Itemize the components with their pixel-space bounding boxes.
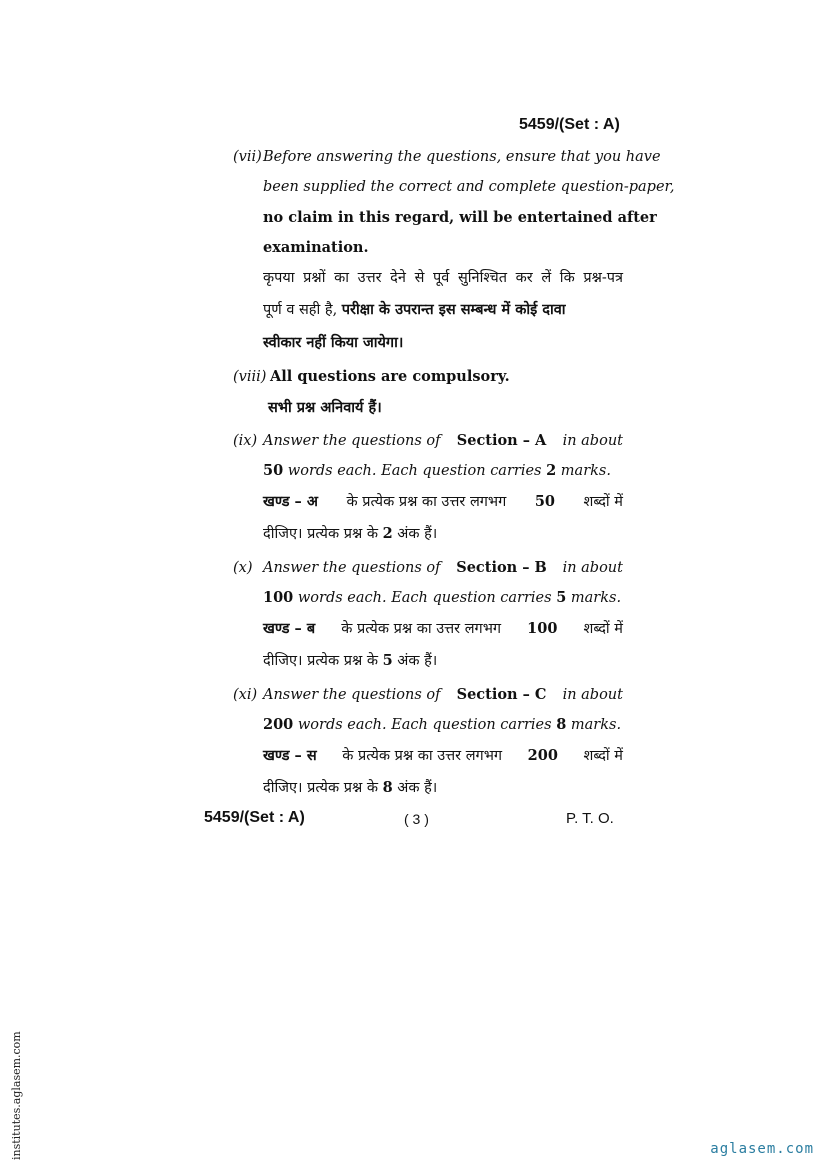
x-en-b: in about <box>562 560 623 576</box>
ix-en-b: in about <box>562 433 623 449</box>
vii-hi-line-1: कृपया प्रश्नों का उत्तर देने से पूर्व सुनिश्चित कर लें कि प्रश्न-पत्र <box>263 270 623 286</box>
x-hi-line-2 <box>263 651 623 671</box>
item-number-xi: (xi) <box>233 687 258 703</box>
vii-en-line-1: Before answering the questions, ensure that you have <box>263 149 661 165</box>
ix-hi-a: के प्रत्येक प्रश्न का उत्तर लगभग <box>346 494 507 510</box>
xi-marks: 8 <box>556 716 567 733</box>
ix-hi-section: खण्ड – अ <box>263 493 318 510</box>
xi-en-d: marks. <box>570 717 622 733</box>
ix-en-a: Answer the questions of <box>263 433 441 449</box>
x-hi-marks: 5 <box>382 652 393 669</box>
item-number-x: (x) <box>233 560 253 576</box>
xi-en-line-1 <box>263 685 623 705</box>
x-words: 100 <box>263 589 294 606</box>
x-hi-section: खण्ड – ब <box>263 620 316 637</box>
x-en-d: marks. <box>570 590 622 606</box>
xi-en-b: in about <box>562 687 623 703</box>
ix-hi-line-2 <box>263 524 623 544</box>
vii-hi-line-2a: पूर्ण व सही है, <box>263 302 338 318</box>
item-number-viii: (viii) <box>233 369 267 385</box>
ix-en-c: words each. Each question carries <box>287 463 542 479</box>
ix-hi-line-1 <box>263 492 623 512</box>
xi-section: Section – C <box>456 686 547 703</box>
xi-hi-marks: 8 <box>382 779 393 796</box>
xi-hi-line-2 <box>263 778 623 798</box>
xi-en-a: Answer the questions of <box>263 687 441 703</box>
vii-en-line-2: been supplied the correct and complete question-paper, <box>263 179 675 195</box>
item-number-vii: (vii) <box>233 149 262 165</box>
xi-hi-d: अंक हैं। <box>397 780 438 796</box>
x-hi-a: के प्रत्येक प्रश्न का उत्तर लगभग <box>341 621 502 637</box>
x-hi-d: अंक हैं। <box>397 653 438 669</box>
viii-hi: सभी प्रश्न अनिवार्य हैं। <box>268 399 382 416</box>
ix-hi-b: शब्दों में <box>583 494 623 510</box>
vii-hi-line-2b: परीक्षा के उपरान्त इस सम्बन्ध में कोई दावा <box>341 301 566 318</box>
x-hi-b: शब्दों में <box>583 621 623 637</box>
x-en-line-2 <box>263 588 623 608</box>
please-turn-over: P. T. O. <box>566 810 614 827</box>
ix-words: 50 <box>263 462 284 479</box>
x-hi-c: दीजिए। प्रत्येक प्रश्न के <box>263 653 378 669</box>
xi-hi-b: शब्दों में <box>583 748 623 764</box>
xi-hi-c: दीजिए। प्रत्येक प्रश्न के <box>263 780 378 796</box>
x-en-line-1 <box>263 558 623 578</box>
side-watermark: institutes.aglasem.com <box>10 1031 23 1160</box>
footer-paper-code: 5459/(Set : A) <box>204 809 305 826</box>
ix-marks: 2 <box>546 462 557 479</box>
x-hi-line-1 <box>263 619 623 639</box>
xi-words: 200 <box>263 716 294 733</box>
vii-hi-line-2 <box>263 300 623 320</box>
bottom-watermark: aglasem.com <box>710 1141 814 1157</box>
item-number-ix: (ix) <box>233 433 258 449</box>
vii-hi-line-3: स्वीकार नहीं किया जायेगा। <box>263 334 404 351</box>
vii-en-line-4: examination. <box>263 239 369 256</box>
x-en-a: Answer the questions of <box>263 560 441 576</box>
xi-en-c: words each. Each question carries <box>297 717 552 733</box>
xi-hi-line-1 <box>263 746 623 766</box>
ix-hi-marks: 2 <box>382 525 393 542</box>
ix-en-d: marks. <box>560 463 611 479</box>
x-marks: 5 <box>556 589 567 606</box>
x-hi-words: 100 <box>527 620 558 637</box>
viii-en: All questions are compulsory. <box>270 368 510 385</box>
ix-en-line-1 <box>263 431 623 451</box>
x-en-c: words each. Each question carries <box>297 590 552 606</box>
ix-section: Section – A <box>456 432 547 449</box>
xi-hi-words: 200 <box>527 747 558 764</box>
xi-hi-section: खण्ड – स <box>263 747 317 764</box>
xi-en-line-2 <box>263 715 623 735</box>
page-number: ( 3 ) <box>404 811 429 827</box>
ix-hi-c: दीजिए। प्रत्येक प्रश्न के <box>263 526 378 542</box>
header-paper-code: 5459/(Set : A) <box>519 116 620 133</box>
ix-hi-d: अंक हैं। <box>397 526 438 542</box>
ix-hi-words: 50 <box>534 493 556 510</box>
xi-hi-a: के प्रत्येक प्रश्न का उत्तर लगभग <box>342 748 503 764</box>
x-section: Section – B <box>456 559 547 576</box>
ix-en-line-2 <box>263 461 623 481</box>
vii-en-line-3: no claim in this regard, will be entertained after <box>263 209 657 226</box>
